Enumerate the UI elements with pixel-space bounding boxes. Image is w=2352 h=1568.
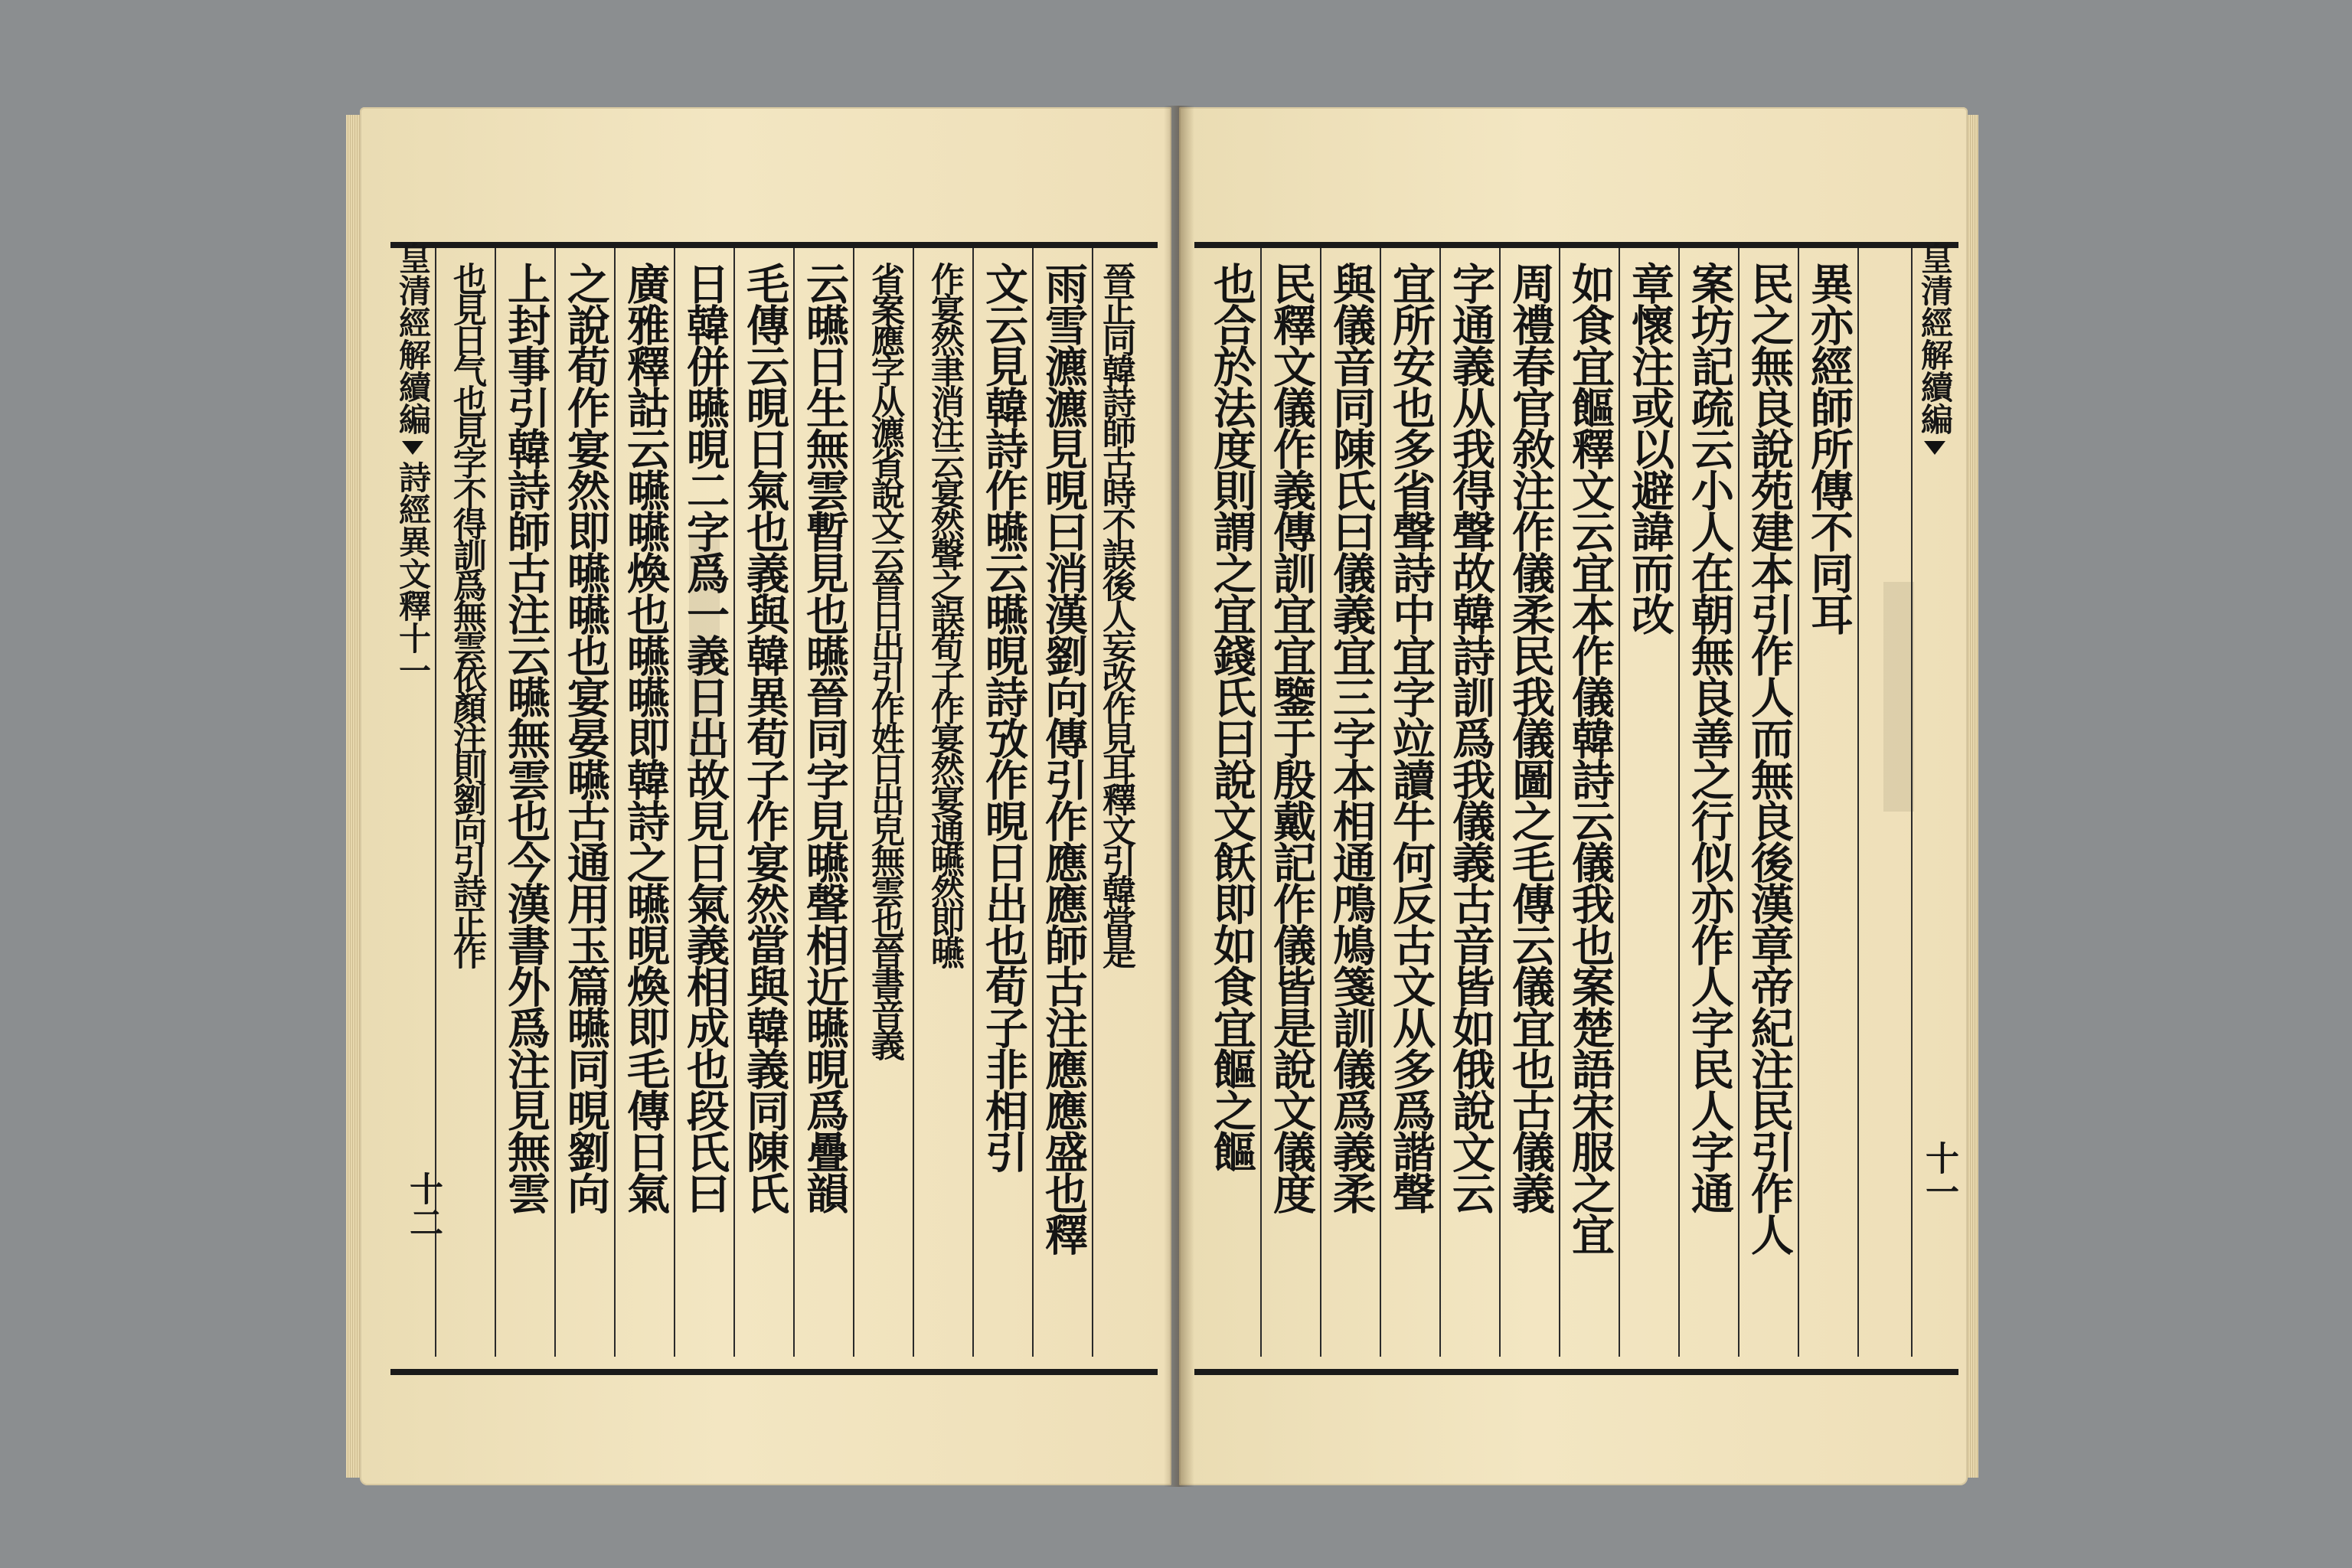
column-rule (1032, 248, 1034, 1357)
text-column: 作宴然聿消注云宴然聲之誤荀子作宴然宴通曣然即曣 (925, 262, 964, 966)
banner-book-title: 皇清經解續編 (1916, 242, 1954, 435)
book-fore-edge-left (346, 115, 361, 1478)
text-column: 如食宜饇釋文云宜本作儀韓詩云儀我也案楚語宋服之宜 (1565, 262, 1615, 1254)
text-column: 民之無良說苑建本引作人而無良後漢章帝紀注民引作人 (1744, 262, 1795, 1254)
text-column: 云曣日生無雲暫見也曣晉同字見曣聲相近曣晛爲疊韻 (799, 262, 850, 1213)
text-column: 日韓併曣晛二字爲一義日出故見日氣義相成也段氏曰 (680, 262, 730, 1213)
column-rule (793, 248, 795, 1357)
text-column: 案坊記疏云小人在朝無良善之行似亦作人字民人字通 (1684, 262, 1735, 1213)
text-column: 省案應字从瀌省說文云晉日出引作姓日出皃無雲也晉書音義 (865, 262, 904, 1058)
column-rule (614, 248, 616, 1357)
text-column: 與儀音同陳氏曰儀義宜三字本相通鳲鳩箋訓儀爲義柔 (1326, 262, 1377, 1213)
text-column: 文云見韓詩作曣云曣晛詩攷作晛日出也荀子非相引 (978, 262, 1029, 1171)
column-rule (1738, 248, 1740, 1357)
text-column: 宜所安也多省聲詩中宜字竝讀牛何反古文从多爲諧聲 (1386, 262, 1436, 1213)
column-rule (1499, 248, 1501, 1357)
text-column: 上封事引韓詩師古注云曣無雲也今漢書外爲注見無雲 (501, 262, 551, 1213)
banner-book-title: 皇清經解續編 (394, 242, 432, 435)
banner-chapter-title: 詩經異文釋十一 (394, 461, 432, 686)
column-rule (733, 248, 735, 1357)
column-rule (1320, 248, 1321, 1357)
column-rule (1439, 248, 1441, 1357)
text-column: 異亦經師所傳不同耳 (1804, 262, 1854, 634)
text-column: 雨雪瀌瀌見晛曰消漢劉向傳引作應應師古注應應盛也釋 (1038, 262, 1089, 1254)
column-rule (1911, 248, 1913, 1357)
column-rule (554, 248, 556, 1357)
fish-tail-mark-icon (402, 441, 423, 455)
column-rule (853, 248, 854, 1357)
column-rule (495, 248, 496, 1357)
text-column: 毛傳云晛日氣也義與韓異荀子作宴然當與韓義同陳氏 (740, 262, 790, 1213)
column-rule (1559, 248, 1560, 1357)
text-column: 也見日气也見字不得訓爲無雲依顏注則劉向引詩正作 (447, 262, 486, 966)
column-rule (1857, 248, 1859, 1357)
folio-number: 十一 (1919, 1141, 1958, 1208)
column-rule (1678, 248, 1680, 1357)
column-rule (1380, 248, 1381, 1357)
column-rule (1619, 248, 1620, 1357)
column-rule (913, 248, 914, 1357)
folio-number: 十二 (403, 1171, 443, 1239)
column-rule (1260, 248, 1262, 1357)
column-rule (1798, 248, 1799, 1357)
column-rule (674, 248, 675, 1357)
text-column: 也合於法度則謂之宜錢氏曰說文飫即如食宜饇之饇 (1207, 262, 1257, 1171)
fish-tail-mark-icon (1924, 441, 1945, 455)
text-column: 章懷注或以避諱而改 (1625, 262, 1675, 634)
text-column: 廣雅釋詁云曣曣煥也曣曣即韓詩之曣晛煥即毛傳日氣 (620, 262, 671, 1213)
text-column: 周禮春官敘注作儀柔民我儀圖之毛傳云儀宜也古儀義 (1505, 262, 1556, 1213)
column-rule (1092, 248, 1093, 1357)
text-column: 民釋文儀作義傳訓宜宜鑒于殷戴記作儀皆是說文儀度 (1266, 262, 1317, 1213)
text-column: 字通義从我得聲故韓詩訓爲我儀義古音皆如俄說文云 (1446, 262, 1496, 1213)
column-rule (972, 248, 974, 1357)
text-column: 之說荀作宴然即曣曣也宴晏曣古通用玉篇曣同晛劉向 (560, 262, 611, 1213)
book-fore-edge-right (1966, 115, 1978, 1478)
text-column: 晉正同韓詩師古時不誤後人妄改作見耳釋文引韓當是 (1096, 262, 1135, 966)
book-gutter (1164, 106, 1194, 1487)
